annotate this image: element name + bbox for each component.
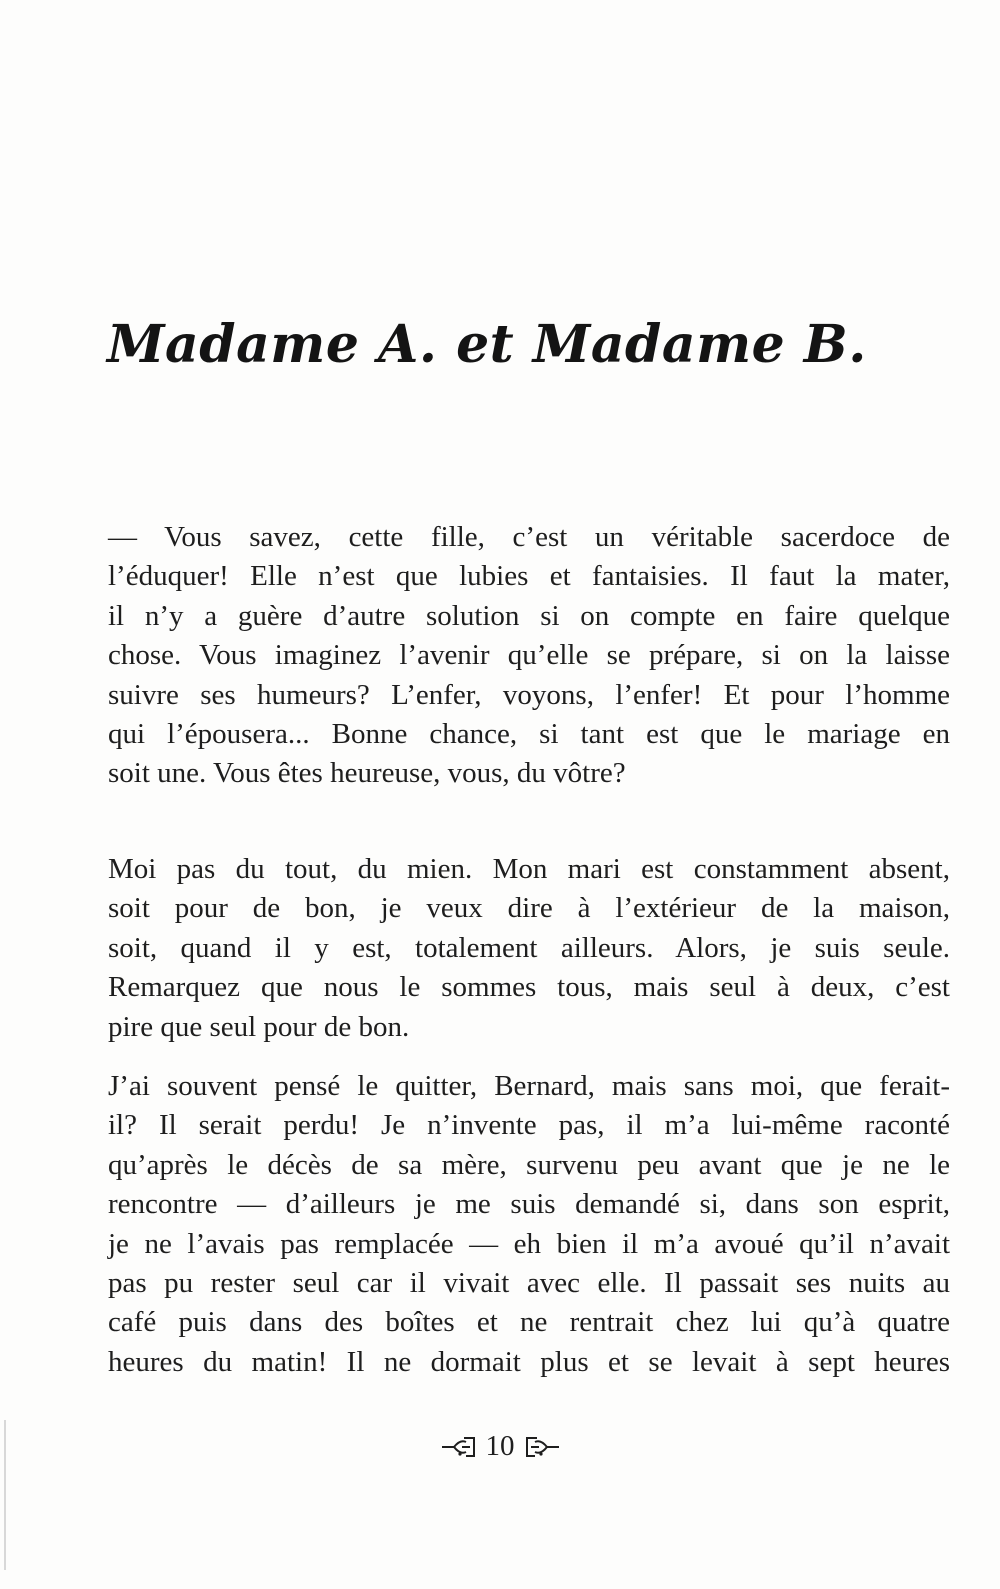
text-line: qui l’épousera... Bonne chance, si tant est que le mariage en bbox=[108, 718, 950, 751]
text-line: J’ai souvent pensé le quitter, Bernard, mais sans moi, que ferait- bbox=[108, 1070, 950, 1102]
text-line: l’éduquer! Elle n’est que lubies et fantaisies. Il faut la mater, bbox=[108, 560, 950, 593]
text-line: Moi pas du tout, du mien. Mon mari est constamment absent, bbox=[108, 853, 950, 885]
text-line: soit, quand il y est, totalement ailleurs. Alors, je suis seule. bbox=[108, 931, 950, 964]
paragraph-3 bbox=[108, 1067, 950, 1382]
text-line: il n’y a guère d’autre solution si on compte en faire quelque bbox=[108, 599, 950, 632]
text-line: — Vous savez, cette fille, c’est un véritable sacerdoce de bbox=[108, 521, 950, 553]
text-line: suivre ses humeurs? L’enfer, voyons, l’enfer! Et pour l’homme bbox=[108, 678, 950, 711]
paragraph-1 bbox=[108, 518, 950, 794]
text-line: il? Il serait perdu! Je n’invente pas, il m’a lui-même raconté bbox=[108, 1109, 950, 1142]
text-line: chose. Vous imaginez l’avenir qu’elle se prépare, si on la laisse bbox=[108, 639, 950, 672]
text-line: café puis dans des boîtes et ne rentrait chez lui qu’à quatre bbox=[108, 1306, 950, 1339]
text-line: je ne l’avais pas remplacée — eh bien il m’a avoué qu’il n’avait bbox=[108, 1227, 950, 1260]
page-number-folio bbox=[0, 1426, 1000, 1466]
chapter-title: Madame A. et Madame B. bbox=[107, 314, 867, 375]
text-line: qu’après le décès de sa mère, survenu peu avant que je ne le bbox=[108, 1148, 950, 1181]
paragraph-2 bbox=[108, 850, 950, 1047]
text-line: rencontre — d’ailleurs je me suis demandé si, dans son esprit, bbox=[108, 1188, 950, 1221]
text-line: soit pour de bon, je veux dire à l’extérieur de la maison, bbox=[108, 892, 950, 925]
text-line: pire que seul pour de bon. bbox=[108, 1010, 410, 1043]
text-line: Remarquez que nous le sommes tous, mais seul à deux, c’est bbox=[108, 971, 950, 1004]
page-number: 10 bbox=[485, 1429, 515, 1462]
text-line: pas pu rester seul car il vivait avec elle. Il passait ses nuits au bbox=[108, 1267, 950, 1300]
folio-right-ornament-icon bbox=[521, 1434, 561, 1458]
folio-left-ornament-icon bbox=[440, 1434, 480, 1458]
text-line: soit une. Vous êtes heureuse, vous, du vôtre? bbox=[108, 757, 626, 790]
text-line: heures du matin! Il ne dormait plus et se levait à sept heures bbox=[108, 1345, 950, 1378]
